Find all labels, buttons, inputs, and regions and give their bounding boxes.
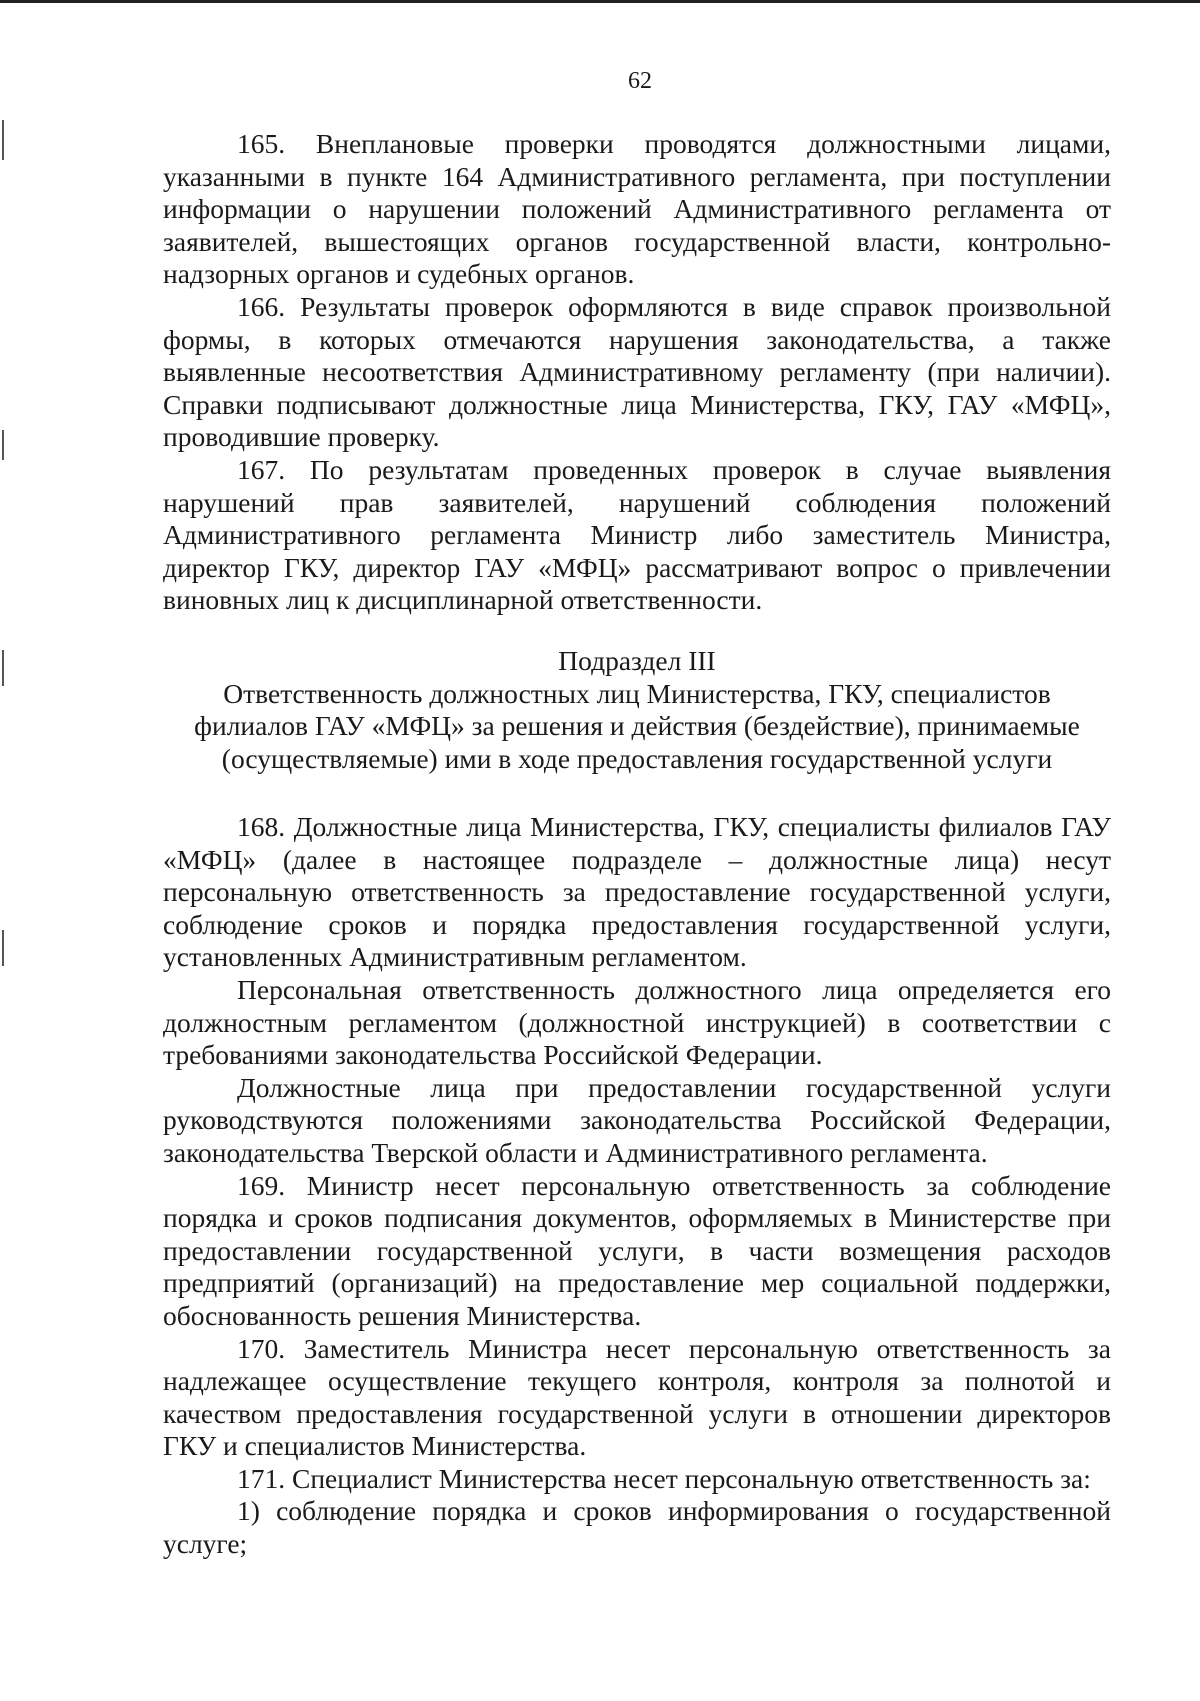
body-top bbox=[163, 128, 1111, 617]
scan-margin-mark bbox=[2, 650, 4, 686]
paragraph-officials-guidance: Должностные лица при предоставлении государственной услуги руководствуются положениями законодательства Российской Федерации, законодательства Тверской области и Административного регламента. bbox=[163, 1071, 1111, 1168]
paragraph-169: 169. Министр несет персональную ответственность за соблюдение порядка и сроков подписания документов, оформляемых в Министерстве при предоставлении государственной услуги, в части возмещения расходов предприятий (организаций) на предоставление мер социальной поддержки, обоснованность решения Министерства. bbox=[163, 1169, 1111, 1331]
body-bottom bbox=[163, 811, 1111, 1561]
scan-margin-mark bbox=[2, 930, 4, 966]
section-title-line: Ответственность должностных лиц Министерства, ГКУ, специалистов bbox=[223, 677, 1051, 709]
page-number: 62 bbox=[628, 68, 652, 94]
section-label: Подраздел III bbox=[558, 645, 716, 676]
paragraph-165: 165. Внеплановые проверки проводятся должностными лицами, указанными в пункте 164 Административного регламента, при поступлении информации о нарушении положений Административного регламента от заявителей, вышестоящих органов государственной власти, контрольно-надзорных органов и судебных органов. bbox=[163, 128, 1111, 290]
paragraph-170: 170. Заместитель Министра несет персональную ответственность за надлежащее осуществление текущего контроля, контроля за полнотой и качеством предоставления государственной услуги в отношении директоров ГКУ и специалистов Министерства. bbox=[163, 1332, 1111, 1462]
section-title-line: (осуществляемые) ими в ходе предоставления государственной услуги bbox=[221, 742, 1053, 774]
paragraph-168: 168. Должностные лица Министерства, ГКУ, специалисты филиалов ГАУ «МФЦ» (далее в настоящее подразделе – должностные лица) несут персональную ответственность за предоставление государственной услуги, соблюдение сроков и порядка предоставления государственной услуги, установленных Административным регламентом. bbox=[163, 811, 1111, 973]
paragraph-personal-responsibility: Персональная ответственность должностного лица определяется его должностным регламентом (должностной инструкцией) в соответствии с требованиями законодательства Российской Федерации. bbox=[163, 973, 1111, 1071]
paragraph-171-item-1: 1) соблюдение порядка и сроков информирования о государственной услуге; bbox=[163, 1495, 1111, 1560]
scan-border bbox=[0, 0, 1200, 3]
scan-margin-mark bbox=[2, 430, 4, 460]
paragraph-166: 166. Результаты проверок оформляются в виде справок произвольной формы, в которых отмечаются нарушения законодательства, а также выявленные несоответствия Административному регламенту (при наличии). Справки подписывают должностные лица Министерства, ГКУ, ГАУ «МФЦ», проводившие проверку. bbox=[163, 290, 1111, 453]
paragraph-167: 167. По результатам проведенных проверок в случае выявления нарушений прав заявителей, нарушений соблюдения положений Административного регламента Министр либо заместитель Министра, директор ГКУ, директор ГАУ «МФЦ» рассматривают вопрос о привлечении виновных лиц к дисциплинарной ответственности. bbox=[163, 453, 1111, 616]
paragraph-171: 171. Специалист Министерства несет персональную ответственность за: bbox=[237, 1462, 1091, 1494]
section-title-line: филиалов ГАУ «МФЦ» за решения и действия (бездействие), принимаемые bbox=[194, 710, 1080, 742]
scan-margin-mark bbox=[2, 120, 4, 160]
section-heading bbox=[163, 645, 1111, 775]
